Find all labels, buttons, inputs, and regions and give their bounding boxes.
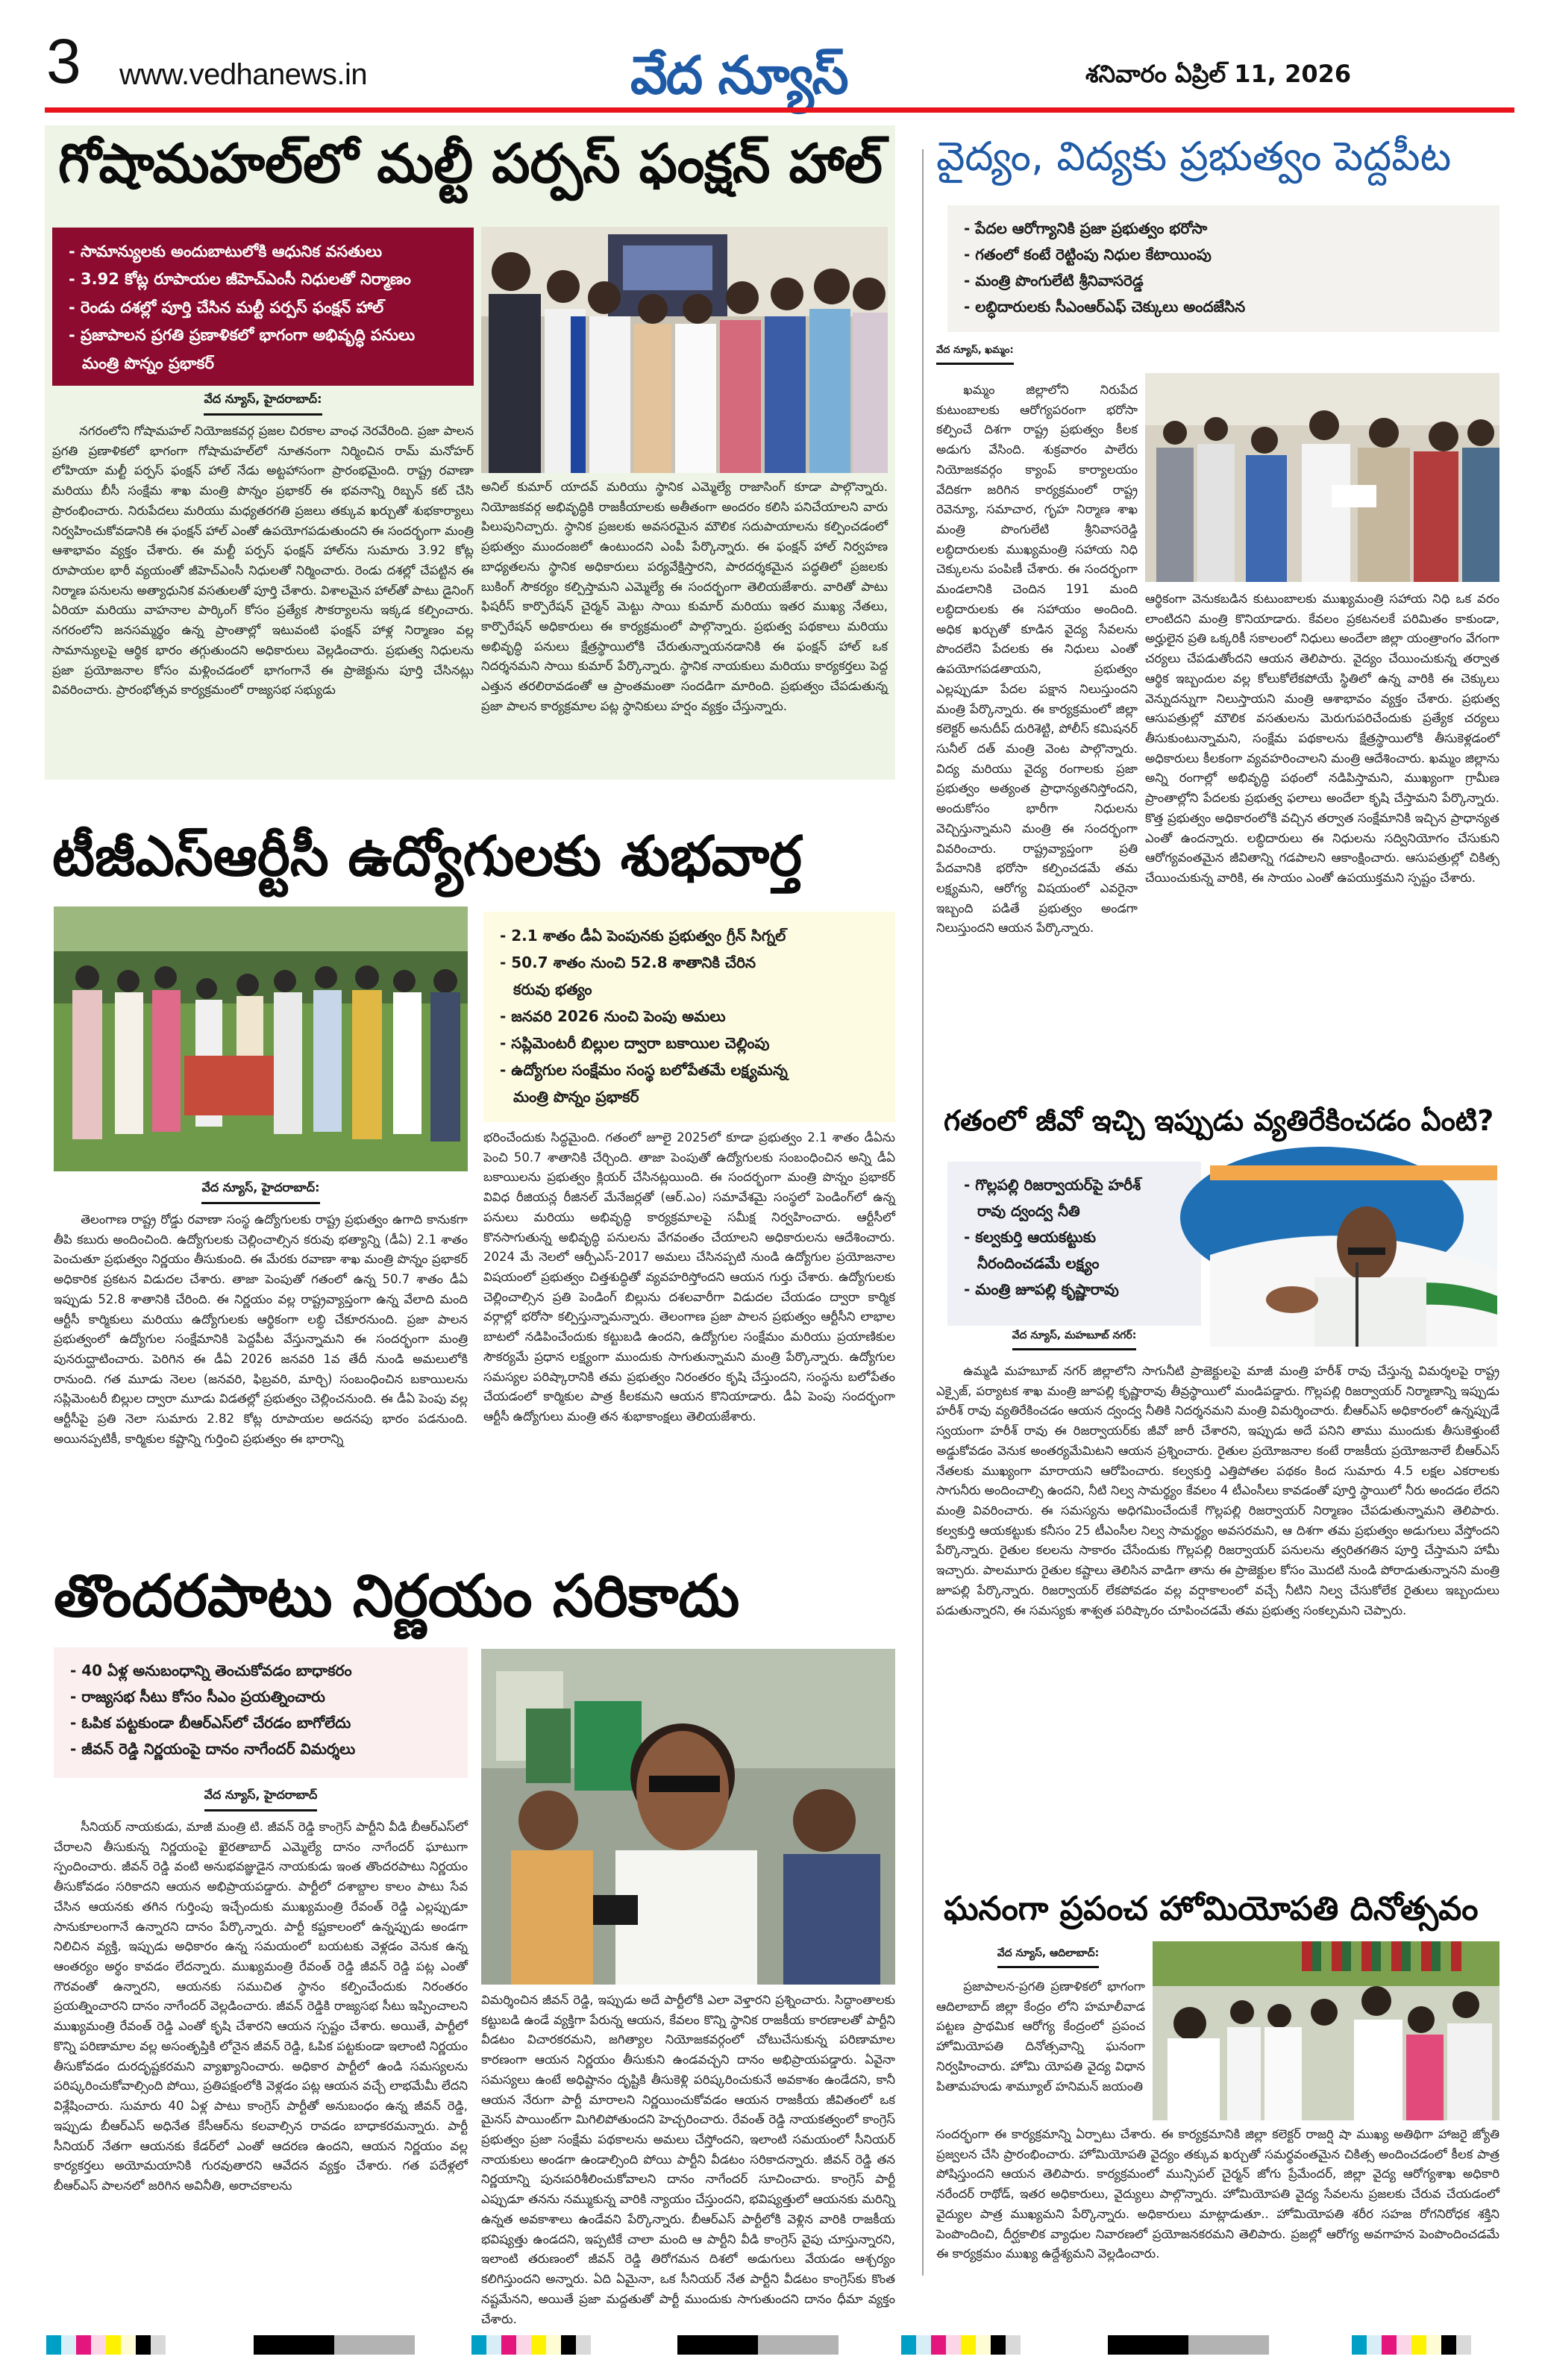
headline-goshamahal[interactable]: గోషామహల్‌లో మల్టీ పర్పస్ ఫంక్షన్ హాల్ [58, 132, 883, 195]
cheque-distribution-photo [1145, 373, 1499, 582]
highlight-item: - ప్రజాపాలన ప్రగతి ప్రణాళికలో భాగంగా అభివృద్ధి పనులు [69, 326, 416, 345]
article-body: ఉమ్మడి మహబూబ్ నగర్ జిల్లాలోని సాగునీటి ప్రాజెక్టులపై మాజీ మంత్రి హరీశ్ రావు చేస్తున్న విమర్శలపై రాష్ట్ర ఎక్సైజ్, పర్యాటక శాఖ మంత్రి జూపల్లి కృష్ణారావు తీవ్రస్థాయిలో మండిపడ్డారు. గొల్లపల్లి రిజర్వాయర్ నిర్మాణాన్ని ఇప్పుడు హరీశ్ రావు వ్యతిరేకించడం ఆయన ద్వంద్వ నీతికి నిదర్శనమని మంత్రి విమర్శించారు. బీఆర్ఎస్ అధికారంలో ఉన్నప్పుడే స్వయంగా హరీశ్ రావు ఈ రిజర్వాయర్‌కు జీవో జారీ చేశారని, ఇప్పుడు అదే పనిని తాము ముందుకు తీసుకెళ్తుంటే అడ్డుకోవడం వెనుక అంతర్యమేమిటని ఆయన ప్రశ్నించారు. రైతుల ప్రయోజనాల కంటే రాజకీయ ప్రయోజనాలే బీఆర్ఎస్ నేతలకు ముఖ్యంగా మారాయని ఆరోపించారు. కల్వకుర్తి ఎత్తిపోతల పథకం కింద సుమారు 4.5 లక్షల ఎకరాలకు సాగునీరు అందించాల్సి ఉందని, నీటి నిల్వ సామర్థ్యం కేవలం 4 టీఎంసీలు కావడంతో పూర్తి స్థాయిలో నీరు అందడం లేదని మంత్రి వివరించారు. ఈ సమస్యను అధిగమించేందుకే గొల్లపల్లి రిజర్వాయర్ నిర్మాణం చేపడుతున్నామని తెలిపారు. కల్వకుర్తి ఆయకట్టుకు కనీసం 25 టీఎంసీల నిల్వ సామర్థ్యం అవసరమని, ఆ దిశగా తమ ప్రభుత్వం అడుగులు వేస్తోందని పేర్కొన్నారు. రైతుల కలలను సాకారం చేసేందుకు గొల్లపల్లి రిజర్వాయర్ పనులను త్వరితగతిన పూర్తి చేస్తామని హామీ ఇచ్చారు. పాలమూరు రైతుల కష్టాలు తెలిసిన వాడిగా తాను ఈ ప్రాజెక్టుల కోసం మొదటి నుండి పోరాడుతున్నానని మంత్రి జూపల్లి పేర్కొన్నారు. రిజర్వాయర్ లేకపోవడం వల్ల వర్షాకాలంలో వచ్చే నీటిని నిల్వ చేసుకోలేక రైతులు ఇబ్బందులు పడుతున్నారని, ఈ సమస్యకు శాశ్వత పరిష్కారం చూపించడమే తమ ప్రభుత్వ సంకల్పమని చెప్పారు. [936, 1364, 1499, 1618]
highlights-box [54, 1647, 468, 1778]
highlights-box [483, 912, 895, 1122]
page-number: 3 [46, 26, 81, 96]
highlight-item: - కల్వకుర్తి ఆయకట్టుకు [964, 1228, 1097, 1246]
highlights-box [947, 205, 1499, 332]
byline: వేద న్యూస్, ఖమ్మం: [936, 345, 1130, 365]
color-registration-bar [901, 2335, 1021, 2355]
byline: వేద న్యూస్, హైదరాబాద్: [54, 1180, 468, 1204]
gray-registration-bar [677, 2335, 839, 2355]
highlight-item: - పేదల ఆరోగ్యానికి ప్రజా ప్రభుత్వం భరోసా [964, 219, 1208, 237]
highlight-item: - 50.7 శాతం నుంచి 52.8 శాతానికి చేరిన [500, 953, 756, 971]
headline-jeevan-reddy[interactable]: తొందరపాటు నిర్ణయం సరికాదు [54, 1563, 740, 1630]
byline: వేద న్యూస్, ఆదిలాబాద్: [936, 1947, 1160, 1968]
highlights-box [52, 228, 474, 386]
article-body-continued: ఆర్థికంగా వెనుకబడిన కుటుంబాలకు ముఖ్యమంత్రి సహాయ నిధి ఒక వరం లాంటిదని మంత్రి కొనియాడారు. కేవలం ప్రకటనలకే పరిమితం కాకుండా, అర్హులైన ప్రతి ఒక్కరికీ సకాలంలో నిధులు అందేలా జిల్లా యంత్రాంగం వేగంగా చర్యలు చేపడుతోందని ఆయన తెలిపారు. వైద్యం చేయించుకున్న తర్వాత ఆర్థిక ఇబ్బందుల వల్ల కోలుకోలేకపోయే స్థితిలో ఉన్న వారికి ఈ చెక్కులు వెన్నుదన్నుగా నిలుస్తాయని మంత్రి ఆశాభావం వ్యక్తం చేశారు. ప్రభుత్వ ఆసుపత్రుల్లో మౌలిక వసతులను మెరుగుపరిచేందుకు ప్రత్యేక చర్యలు తీసుకుంటున్నామని, సంక్షేమ పథకాలను క్షేత్రస్థాయిలోకి తీసుకెళ్లడంలో అధికారులు కీలకంగా వ్యవహరించాలని మంత్రి ఆదేశించారు. ఖమ్మం జిల్లాను అన్ని రంగాల్లో అభివృద్ధి పథంలో నడిపిస్తామని, ముఖ్యంగా గ్రామీణ ప్రాంతాల్లోని పేదలకు ప్రభుత్వ ఫలాలు అందేలా కృషి చేస్తామని పేర్కొన్నారు. కొత్త ప్రభుత్వం అధికారంలోకి వచ్చిన తర్వాత సంక్షేమానికి ఇచ్చిన ప్రాధాన్యత ఎంతో ఉందన్నారు. లబ్ధిదారులు ఈ నిధులను సద్వినియోగం చేసుకుని ఆరోగ్యవంతమైన జీవితాన్ని గడపాలని ఆకాంక్షించారు. ఆసుపత్రుల్లో చికిత్స చేయించుకున్న వారికి, ఈ సాయం ఎంతో ఉపయుక్తమని స్పష్టం చేశారు. [1145, 592, 1499, 886]
column-divider [922, 149, 924, 2276]
article-body: ప్రజాపాలన-ప్రగతి ప్రణాళికలో భాగంగా ఆదిలాబాద్ జిల్లా కేంద్రం లోని హమాలీవాడ పట్టణ ప్రాథమిక ఆరోగ్య కేంద్రంలో ప్రపంచ హోమియోపతి దినోత్సవాన్ని ఘనంగా నిర్వహించారు. హోమి యోపతి వైద్య విధాన పితామహుడు శామ్యూల్ హనిమన్ జయంతి [936, 1979, 1145, 2094]
article-body-continued: సందర్భంగా ఈ కార్యక్రమాన్ని ఏర్పాటు చేశారు. ఈ కార్యక్రమానికి జిల్లా కలెక్టర్ రాజర్షి షా ముఖ్య అతిథిగా హాజరై జ్యోతి ప్రజ్వలన చేసి ప్రారంభించారు. హోమియోపతి వైద్యం తక్కువ ఖర్చుతో సమర్థవంతమైన చికిత్స అందించడంలో కీలక పాత్ర పోషిస్తుందని ఆయన తెలిపారు. కార్యక్రమంలో మున్సిపల్ చైర్మన్ జోగు ప్రేమేందర్, జిల్లా వైద్య ఆరోగ్యశాఖ అధికారి నరేందర్ రాథోడ్, ఇతర అధికారులు, వైద్యులు పాల్గొన్నారు. హోమియోపతి వైద్య సేవలను ప్రజలకు చేరువ చేయడంలో వైద్యుల పాత్ర ముఖ్యమని పేర్కొన్నారు. అధికారులు మాట్లాడుతూ.. హోమియోపతి శరీర సహజ రోగనిరోధక శక్తిని పెంపొందించి, దీర్ఘకాలిక వ్యాధుల నివారణలో ప్రయోజనకరమని తెలిపారు. ప్రజల్లో ఆరోగ్య అవగాహన పెంపొందించడమే ఈ కార్యక్రమం ముఖ్య ఉద్దేశ్యమని వెల్లడించారు. [936, 2127, 1499, 2261]
headline-homeopathy[interactable]: ఘనంగా ప్రపంచ హోమియోపతి దినోత్సవం [944, 1890, 1479, 1928]
issue-date: శనివారం ఏప్రిల్ 11, 2026 [1085, 60, 1352, 88]
byline: వేద న్యూస్, హైదరాబాద్: [52, 392, 474, 416]
website-url[interactable]: www.vedhanews.in [119, 58, 368, 91]
ribbon-cutting-photo [481, 227, 888, 473]
highlight-item: - ఉద్యోగుల సంక్షేమం సంస్థ బలోపేతమే లక్ష్యమన్న [500, 1061, 788, 1079]
highlight-item: - రాజ్యసభ సీటు కోసం సీఎం ప్రయత్నించారు [70, 1688, 325, 1706]
color-registration-bar [1352, 2335, 1471, 2355]
highlight-item: - 3.92 కోట్ల రూపాయల జీహెచ్ఎంసీ నిధులతో నిర్మాణం [69, 270, 411, 289]
highlight-item: - రెండు దశల్లో పూర్తి చేసిన మల్టీ పర్పస్ ఫంక్షన్ హాల్ [69, 298, 384, 316]
highlight-item: - లబ్ధిదారులకు సీఎంఆర్ఎఫ్ చెక్కులు అందజేసిన [964, 298, 1246, 316]
highlight-item: - గతంలో కంటే రెట్టింపు నిధుల కేటాయింపు [964, 245, 1212, 263]
headline-health-khammam[interactable]: వైద్యం, విద్యకు ప్రభుత్వం పెద్దపీట [936, 133, 1452, 180]
article-body: తెలంగాణ రాష్ట్ర రోడ్డు రవాణా సంస్థ ఉద్యోగులకు రాష్ట్ర ప్రభుత్వం ఉగాది కానుకగా తీపి కబురు అందించింది. ఉద్యోగులకు చెల్లించాల్సిన కరువు భత్యాన్ని (డీఏ) 2.1 శాతం పెంచుతూ ప్రభుత్వం నిర్ణయం తీసుకుంది. ఈ మేరకు రవాణా శాఖ మంత్రి పొన్నం ప్రభాకర్ అధికారిక ప్రకటన విడుదల చేశారు. తాజా పెంపుతో గతంలో ఉన్న 50.7 శాతం డీఏ ఇప్పుడు 52.8 శాతానికి చేరింది. ఈ నిర్ణయం వల్ల రాష్ట్రవ్యాప్తంగా ఉన్న వేలాది మంది ఆర్టీసీ కార్మికులు మరియు ఉద్యోగులకు ఆర్థికంగా లబ్ధి చేకూరనుంది. ప్రజా పాలన ప్రభుత్వంలో ఉద్యోగుల సంక్షేమానికి పెద్దపీట వేస్తున్నామని ఈ సందర్భంగా మంత్రి పునరుద్ఘాటించారు. పెరిగిన ఈ డీఏ 2026 జనవరి 1వ తేదీ నుండి అమలులోకి రానుంది. గత మూడు నెలల (జనవరి, ఫిబ్రవరి, మార్చి) సంబంధించిన బకాయిలను సప్లిమెంటరీ బిల్లుల ద్వారా మూడు విడతల్లో ప్రభుత్వం చెల్లించనుంది. ఈ డీఏ పెంపు వల్ల ఆర్టీసీపై ప్రతి నెలా సుమారు 2.82 కోట్ల రూపాయల అదనపు భారం పడనుంది. అయినప్పటికీ, కార్మికుల కష్టాన్ని గుర్తించి ప్రభుత్వం ఈ భారాన్ని [54, 1212, 468, 1446]
article-body-continued: భరించేందుకు సిద్ధమైంది. గతంలో జూలై 2025లో కూడా ప్రభుత్వం 2.1 శాతం డీఏను పెంచి 50.7 శాతానికి చేర్చింది. తాజా పెంపుతో ఉద్యోగులకు సంబంధించిన అన్ని డీఏ బకాయిలను ప్రభుత్వం క్లియర్ చేసినట్లయింది. ఈ సందర్భంగా మంత్రి పొన్నం ప్రభాకర్ వివిధ రీజియన్ల రీజినల్ మేనేజర్లతో (ఆర్.ఎం) సమావేశమై సంస్థలో పెండింగ్‌లో ఉన్న పనులు మరియు అభివృద్ధి కార్యక్రమాలపై సమీక్ష నిర్వహించారు. ఆర్టీసీలో కొనసాగుతున్న అభివృద్ధి పనులను వేగవంతం చేయాలని అధికారులను ఆదేశించారు. 2024 మే నెలలో ఆర్పీఎస్-2017 అమలు చేసినప్పటి నుండి ఉద్యోగుల ప్రయోజనాల విషయంలో ప్రభుత్వం చిత్తశుద్ధితో వ్యవహరిస్తోందని ఆయన గుర్తు చేశారు. ఉద్యోగులకు చెల్లించాల్సిన ప్రతి పెండింగ్ బిల్లును దశలవారీగా విడుదల చేయడం ద్వారా కార్మిక వర్గాల్లో భరోసా కల్పిస్తున్నామన్నారు. తెలంగాణ ప్రజా పాలన ప్రభుత్వం ఆర్టీసీని లాభాల బాటలో నడిపించేందుకు కట్టుబడి ఉందని, ఉద్యోగుల సంక్షేమం మరియు ప్రయాణికుల సౌకర్యమే ప్రధాన లక్ష్యంగా ముందుకు సాగుతున్నామని మంత్రి పేర్కొన్నారు. ఉద్యోగుల సమస్యల పరిష్కారానికి తమ ప్రభుత్వం నిరంతరం కృషి చేస్తుందని, సంస్థను బలోపేతం చేయడంలో కార్మికుల పాత్ర కీలకమని ఆయన కొనియాడారు. డీఏ పెంపు సందర్భంగా ఆర్టీసీ ఉద్యోగులు మంత్రి తన శుభాకాంక్షలు తెలియజేశారు. [483, 1130, 895, 1424]
color-registration-bar [471, 2335, 591, 2355]
article-body-continued: విమర్శించిన జీవన్ రెడ్డి, ఇప్పుడు అదే పార్టీలోకి ఎలా వెళ్తారని ప్రశ్నించారు. సిద్ధాంతాలకు కట్టుబడి ఉండే వ్యక్తిగా పేరున్న ఆయన, కేవలం కొన్ని స్థానిక రాజకీయ కారణాలతో పార్టీని వీడటం విచారకరమని, జగిత్యాల నియోజకవర్గంలో చోటుచేసుకున్న పరిణామాల కారణంగా ఆయన నిర్ణయం తీసుకుని ఉండవచ్చని దానం అభిప్రాయపడ్డారు. ఏవైనా సమస్యలు ఉంటే అధిష్టానం దృష్టికి తీసుకెళ్లి పరిష్కరించుకునే అవకాశం ఉండేదని, కానీ ఆయన నేరుగా పార్టీ మారాలని నిర్ణయించుకోవడం ఆయన రాజకీయ జీవితంలో ఒక మైనస్ పాయింట్‌గా మిగిలిపోతుందని హెచ్చరించారు. రేవంత్ రెడ్డి నాయకత్వంలో కాంగ్రెస్ ప్రభుత్వం ప్రజా సంక్షేమ పథకాలను అమలు చేస్తోందని, ఇలాంటి సమయంలో సీనియర్ నాయకులు అండగా ఉండాల్సింది పోయి పార్టీని వీడటం సరికాదన్నారు. జీవన్ రెడ్డి తన నిర్ణయాన్ని పునఃపరిశీలించుకోవాలని దానం నాగేందర్ సూచించారు. కాంగ్రెస్ పార్టీ ఎప్పుడూ తనను నమ్ముకున్న వారికి న్యాయం చేస్తుందని, భవిష్యత్తులో ఆయనకు మరిన్ని ఉన్నత అవకాశాలు ఉండేవని పేర్కొన్నారు. బీఆర్ఎస్ పార్టీలోకి వెళ్లిన వారికి రాజకీయ భవిష్యత్తు ఉండదని, ఇప్పటికే చాలా మంది ఆ పార్టీని వీడి కాంగ్రెస్ వైపు చూస్తున్నారని, ఇలాంటి తరుణంలో జీవన్ రెడ్డి తిరోగమన దిశలో అడుగులు వేయడం ఆశ్చర్యం కలిగిస్తుందని అన్నారు. ఏది ఏమైనా, ఒక సీనియర్ నేత పార్టీని వీడటం కాంగ్రెస్‌కు కొంత నష్టమేనని, అయితే ప్రజా మద్దతుతో పార్టీ ముందుకు సాగుతుందని దానం ధీమా వ్యక్తం చేశారు. [481, 1993, 895, 2326]
highlight-item: - మంత్రి పొంగులేటి శ్రీనివాసరెడ్డ [964, 272, 1144, 289]
highlight-item: - జీవన్ రెడ్డి నిర్ణయంపై దానం నాగేందర్ విమర్శలు [70, 1740, 356, 1758]
highlight-item: - గొల్లపల్లి రిజర్వాయర్‌పై హరీశ్ [964, 1176, 1141, 1194]
highlight-item: - మంత్రి జూపల్లి కృష్ణారావు [964, 1280, 1119, 1298]
highlight-item: రావు ద్వంద్వ నీతి [977, 1202, 1080, 1220]
highlight-item: - 2.1 శాతం డీఏ పెంపునకు ప్రభుత్వం గ్రీన్ సిగ్నల్ [500, 927, 786, 945]
minister-press-meet-photo [1210, 1165, 1497, 1347]
health-camp-photo [1153, 1941, 1499, 2120]
article-body-continued: అనిల్ కుమార్ యాదవ్ మరియు స్థానిక ఎమ్మెల్యే రాజాసింగ్ కూడా పాల్గొన్నారు. నియోజకవర్గ అభివృద్ధికి రాజకీయాలకు అతీతంగా అందరం కలిసి పనిచేయాలని వారు పిలుపునిచ్చారు. స్థానిక ప్రజలకు అవసరమైన మౌలిక సదుపాయాలను కల్పించడంలో ప్రభుత్వం ముందంజలో ఉంటుందని ఎంపీ పేర్కొన్నారు. ఈ ఫంక్షన్ హాల్ నిర్వహణ బాధ్యతలను స్థానిక అధికారులు పర్యవేక్షిస్తారని, పారదర్శకమైన పద్ధతిలో ప్రజలకు బుకింగ్ సౌకర్యం కల్పిస్తామని ఎమ్మెల్యే ఈ సందర్భంగా తెలియజేశారు. వారితో పాటు ఫిషరీస్ కార్పొరేషన్ చైర్మన్ మెట్టు సాయి కుమార్ మరియు ఇతర ముఖ్య నేతలు, కార్పొరేషన్ అధికారులు ఈ కార్యక్రమంలో పాల్గొన్నారు. ప్రభుత్వ పథకాలు మరియు అభివృద్ధి పనులు క్షేత్రస్థాయిలోకి చేరుతున్నాయనడానికి ఈ ఫంక్షన్ హాల్ ఒక నిదర్శనమని సాయి కుమార్ పేర్కొన్నారు. స్థానిక నాయకులు మరియు కార్యకర్తలు పెద్ద ఎత్తున తరలిరావడంతో ఆ ప్రాంతమంతా సందడిగా మారింది. ప్రభుత్వం చేపడుతున్న ప్రజా పాలన కార్యక్రమాల పట్ల స్థానికులు హర్షం వ్యక్తం చేస్తున్నారు. [481, 480, 888, 713]
highlight-item: - జనవరి 2026 నుంచి పెంపు అమలు [500, 1007, 726, 1025]
color-registration-bar [46, 2335, 166, 2355]
masthead-rule [45, 107, 1514, 113]
press-interaction-photo [481, 1649, 895, 1985]
highlight-item: - సప్లిమెంటరీ బిల్లుల ద్వారా బకాయిల చెల్లింపు [500, 1034, 770, 1052]
article-body: సీనియర్ నాయకుడు, మాజీ మంత్రి టి. జీవన్ రెడ్డి కాంగ్రెస్ పార్టీని వీడి బీఆర్ఎస్‌లో చేరాలని తీసుకున్న నిర్ణయంపై ఖైరతాబాద్ ఎమ్మెల్యే దానం నాగేందర్ ఘాటుగా స్పందించారు. జీవన్ రెడ్డి వంటి అనుభవజ్ఞుడైన నాయకుడు ఇంత తొందరపాటు నిర్ణయం తీసుకోవడం సరికాదని ఆయన అభిప్రాయపడ్డారు. పార్టీలో దశాబ్దాల కాలం పాటు సేవ చేసిన ఆయనకు తగిన గుర్తింపు ఇచ్చేందుకు ముఖ్యమంత్రి రేవంత్ రెడ్డి ఎల్లప్పుడూ సానుకూలంగానే ఉన్నారని దానం పేర్కొన్నారు. పార్టీ కష్టకాలంలో ఉన్నప్పుడు అండగా నిలిచిన వ్యక్తి, ఇప్పుడు అధికారం ఉన్న సమయంలో బయటకు వెళ్లడం వెనుక ఉన్న ఆంతర్యం అర్థం కావడం లేదన్నారు. ముఖ్యమంత్రి రేవంత్ రెడ్డి జీవన్ రెడ్డి పట్ల ఎంతో గౌరవంతో ఉన్నారని, ఆయనకు సముచిత స్థానం కల్పించేందుకు నిరంతరం ప్రయత్నించారని దానం నాగేందర్ వెల్లడించారు. జీవన్ రెడ్డికి రాజ్యసభ సీటు ఇప్పించాలని ముఖ్యమంత్రి రేవంత్ రెడ్డి ఎంతో కృషి చేశారని ఆయన స్పష్టం చేశారు. అయితే, పార్టీలో కొన్ని పరిణామాల వల్ల అసంతృప్తికి లోనైన జీవన్ రెడ్డి, ఓపిక పట్టకుండా ఇలాంటి నిర్ణయం తీసుకోవడం దురదృష్టకరమని వ్యాఖ్యానించారు. అధికార పార్టీలో ఉండి సమస్యలను పరిష్కరించుకోవాల్సింది పోయి, ప్రతిపక్షంలోకి వెళ్లడం పట్ల ఆయన వచ్చే లాభమేమీ లేదని విశ్లేషించారు. సుమారు 40 ఏళ్ల పాటు కాంగ్రెస్ పార్టీతో అనుబంధం ఉన్న జీవన్ రెడ్డి, ఇప్పుడు బీఆర్ఎస్ అధినేత కేసీఆర్‌ను కలవాల్సిన రావడం బాధాకరమన్నారు. పార్టీ సీనియర్ నేతగా ఆయనకు కేడర్‌లో ఎంతో ఆదరణ ఉందని, ఆయన నిర్ణయం వల్ల కార్యకర్తలు అయోమయానికి గురవుతారని ఆవేదన వ్యక్తం చేశారు. గత పదేళ్లలో బీఆర్ఎస్ పాలనలో జరిగిన అవినీతి, అరాచకాలను [54, 1820, 468, 2193]
highlight-item: - 40 ఏళ్ల అనుబంధాన్ని తెంచుకోవడం బాధాకరం [70, 1662, 352, 1679]
highlight-item: - సామాన్యులకు అందుబాటులోకి ఆధునిక వసతులు [69, 242, 382, 260]
newspaper-logo: వేద న్యూస్ [630, 45, 847, 106]
highlights-box [947, 1162, 1201, 1326]
article-body: నగరంలోని గోషామహల్ నియోజకవర్గ ప్రజల చిరకాల వాంఛ నెరవేరింది. ప్రజా పాలన ప్రగతి ప్రణాళికలో భాగంగా గోషామహల్‌లో నూతనంగా నిర్మించిన రామ్ మనోహర్ లోహియా మల్టీ పర్పస్ ఫంక్షన్ హాల్ నేడు అట్టహాసంగా ప్రారంభమైంది. రాష్ట్ర రవాణా మరియు బీసీ సంక్షేమ శాఖ మంత్రి పొన్నం ప్రభాకర్ ఈ భవనాన్ని రిబ్బన్ కట్ చేసి ప్రారంభించారు. నిరుపేదలు మరియు మధ్యతరగతి ప్రజలు తక్కువ ఖర్చుతో శుభకార్యాలు నిర్వహించుకోవడానికి ఈ ఫంక్షన్ హాల్ ఎంతో ఉపయోగపడుతుందని ఈ సందర్భంగా మంత్రి ఆశాభావం వ్యక్తం చేశారు. ఈ మల్టీ పర్పస్ ఫంక్షన్ హాల్‌ను సుమారు 3.92 కోట్ల రూపాయల భారీ వ్యయంతో జీహెచ్ఎంసీ నిధులతో నిర్మించారు. రెండు దశల్లో చేపట్టిన ఈ నిర్మాణ పనులను అత్యాధునిక వసతులతో పూర్తి చేశారు. విశాలమైన హాల్‌తో పాటు డైనింగ్ ఏరియా మరియు వాహనాల పార్కింగ్ కోసం ప్రత్యేక సౌకర్యాలను ఇక్కడ కల్పించారు. నగరంలోని జనసమ్మర్థం ఉన్న ప్రాంతాల్లో ఇటువంటి ఫంక్షన్ హాళ్ల నిర్మాణం వల్ల సామాన్యులపై ఆర్థిక భారం తగ్గుతుందని అధికారులు వెల్లడించారు. ప్రభుత్వ నిధులను ప్రజా ప్రయోజనాల కోసం మళ్లించడంలో భాగంగానే ఈ ప్రాజెక్టును పూర్తి చేసినట్లు వివరించారు. ప్రారంభోత్సవ కార్యక్రమంలో రాజ్యసభ సభ్యుడు [52, 424, 474, 698]
headline-tgsrtc[interactable]: టీజీఎస్ఆర్టీసీ ఉద్యోగులకు శుభవార్త [52, 824, 803, 889]
highlight-item: మంత్రి పొన్నం ప్రభాకర్ [82, 354, 214, 372]
byline: వేద న్యూస్, మహబూబ్ నగర్: [947, 1330, 1201, 1350]
highlight-item: - ఓపిక పట్టకుండా బీఆర్ఎస్‌లో చేరడం బాగోలేదు [70, 1714, 351, 1732]
gray-registration-bar [254, 2335, 415, 2355]
headline-jupally[interactable]: గతంలో జీవో ఇచ్చి ఇప్పుడు వ్యతిరేకించడం ఏంటి? [944, 1104, 1494, 1137]
article-body: ఖమ్మం జిల్లాలోని నిరుపేద కుటుంబాలకు ఆరోగ్యపరంగా భరోసా కల్పించే దిశగా రాష్ట్ర ప్రభుత్వం కీలక అడుగు వేసింది. శుక్రవారం పాలేరు నియోజకవర్గం క్యాంప్ కార్యాలయం వేదికగా జరిగిన కార్యక్రమంలో రాష్ట్ర రెవెన్యూ, సమాచార, గృహ నిర్మాణ శాఖ మంత్రి పొంగులేటి శ్రీనివాసరెడ్డి లబ్ధిదారులకు ముఖ్యమంత్రి సహాయ నిధి చెక్కులను పంపిణీ చేశారు. ఈ సందర్భంగా మండలానికి చెందిన 191 మంది లబ్ధిదారులకు ఈ సహాయం అందింది. అధిక ఖర్చుతో కూడిన వైద్య సేవలను పొందలేని పేదలకు ఈ నిధులు ఎంతో ఉపయోగపడతాయని, ప్రభుత్వం ఎల్లప్పుడూ పేదల పక్షాన నిలుస్తుందని మంత్రి పేర్కొన్నారు. ఈ కార్యక్రమంలో జిల్లా కలెక్టర్ అనుదీప్ దురిశెట్టి, పోలీస్ కమిషనర్ సునీల్ దత్ మంత్రి వెంట పాల్గొన్నారు. విద్య మరియు వైద్య రంగాలకు ప్రజా ప్రభుత్వం అత్యంత ప్రాధాన్యతనిస్తోందని, అందుకోసం భారీగా నిధులను వెచ్చిస్తున్నామని మంత్రి ఈ సందర్భంగా వివరించారు. రాష్ట్రవ్యాప్తంగా ప్రతి పేదవానికి భరోసా కల్పించడమే తమ లక్ష్యమని, ఆరోగ్య విషయంలో ఎవరైనా ఇబ్బంది పడితే ప్రభుత్వం అండగా నిలుస్తుందని ఆయన పేర్కొన్నారు. [936, 383, 1138, 936]
officials-group-photo [54, 906, 468, 1171]
highlight-item: మంత్రి పొన్నం ప్రభాకర్ [513, 1088, 639, 1106]
highlight-item: నీరందించడమే లక్ష్యం [977, 1254, 1100, 1272]
gray-registration-bar [1108, 2335, 1269, 2355]
highlight-item: కరువు భత్యం [513, 980, 592, 998]
byline: వేద న్యూస్, హైదరాబాద్ [54, 1788, 468, 1811]
